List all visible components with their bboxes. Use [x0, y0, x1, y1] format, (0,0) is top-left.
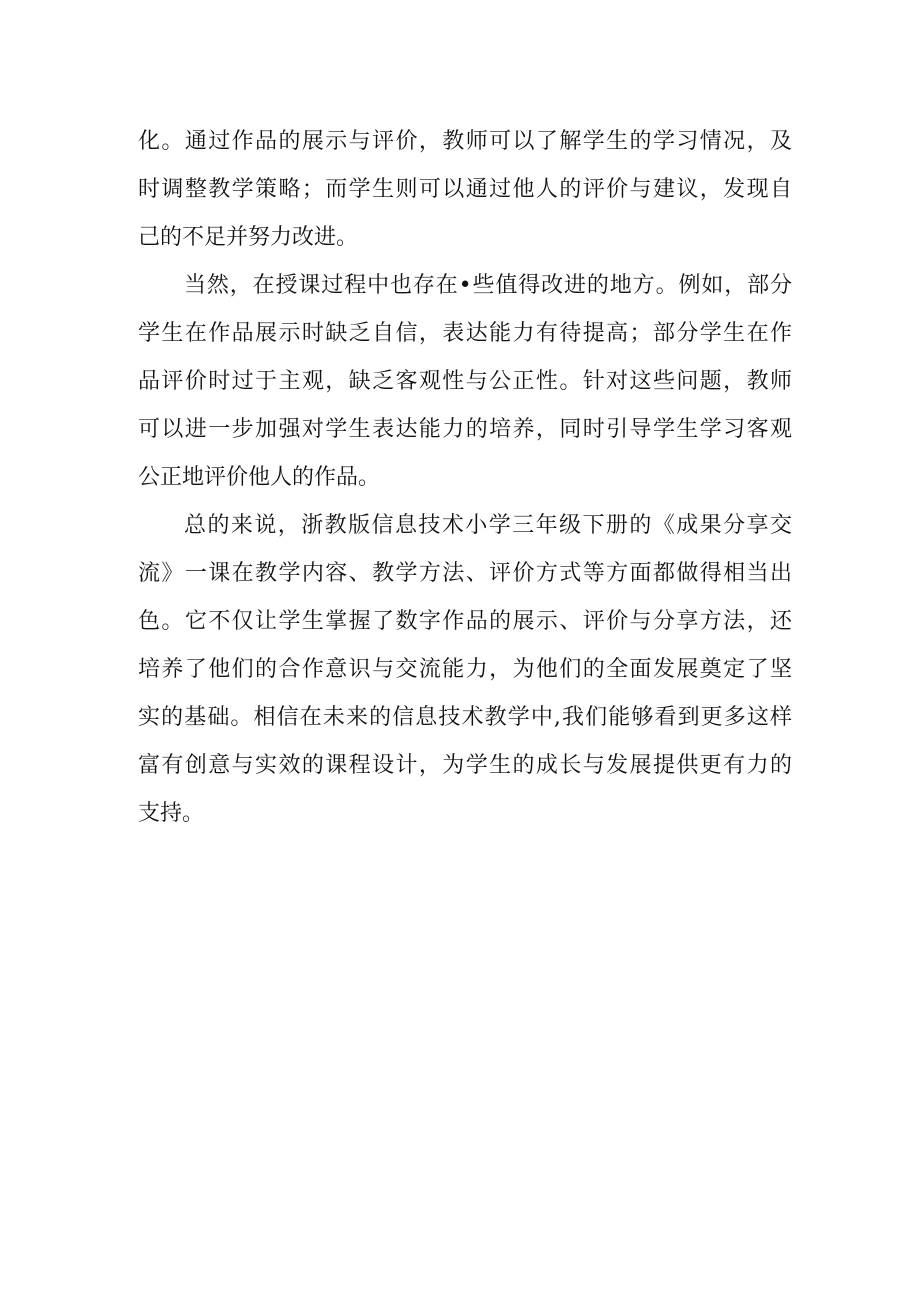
paragraph-3: [138, 502, 792, 838]
paragraph-1: [138, 118, 792, 262]
text-line: 学生在作品展示时缺乏自信，表达能力有待提高；部分学生在作: [138, 321, 792, 346]
text-line: 时调整教学策略；而学生则可以通过他人的评价与建议，发现自: [138, 177, 792, 202]
body-text: [138, 118, 792, 838]
text-line: 品评价时过于主观，缺乏客观性与公正性。针对这些问题，教师: [138, 369, 792, 394]
text-line: 培养了他们的合作意识与交流能力，为他们的全面发展奠定了坚: [138, 657, 792, 682]
text-line: 实的基础。相信在未来的信息技术教学中,我们能够看到更多这样: [138, 705, 792, 730]
text-line: 化。通过作品的展示与评价，教师可以了解学生的学习情况，及: [138, 129, 792, 154]
paragraph-2: [138, 262, 792, 502]
text-line: 己的不足并努力改进。: [138, 225, 359, 250]
text-line: 色。它不仅让学生掌握了数字作品的展示、评价与分享方法，还: [138, 609, 792, 634]
text-line: 当然，在授课过程中也存在•些值得改进的地方。例如，部分: [184, 273, 792, 298]
text-line: 富有创意与实效的课程设计，为学生的成长与发展提供更有力的: [138, 753, 792, 778]
text-line: 可以进一步加强对学生表达能力的培养，同时引导学生学习客观: [138, 417, 792, 442]
text-line: 公正地评价他人的作品。: [138, 465, 381, 490]
text-line: 流》一课在教学内容、教学方法、评价方式等方面都做得相当出: [138, 561, 792, 586]
text-line: 总的来说，浙教版信息技术小学三年级下册的《成果分享交: [184, 513, 792, 538]
text-line: 支持。: [138, 801, 205, 826]
